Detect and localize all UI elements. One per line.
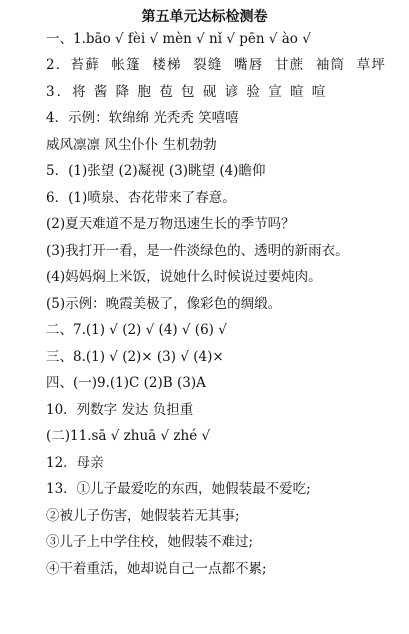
answer-line-5: 威风凛凛 风尘仆仆 生机勃勃 [46,137,217,153]
answer-line-7: 6．(1)喷泉、杏花带来了春意。 [46,190,236,206]
answer-line-17: 12．母亲 [46,455,104,471]
answer-line-12: 二、7.(1) √ (2) √ (4) √ (6) √ [46,322,227,338]
answer-line-18: 13．①儿子最爱吃的东西，她假装最不爱吃; [46,481,311,497]
answer-line-8: (2)夏天难道不是万物迅速生长的季节吗？ [46,216,295,232]
answer-line-2: 2．苔藓 帐篷 楼梯 裂缝 嘴唇 甘蔗 袖筒 草坪 [46,57,387,73]
page-title: 第五单元达标检测卷 [141,9,268,25]
answer-line-13: 三、8.(1) √ (2)× (3) √ (4)× [46,349,224,365]
answer-line-4: 4．示例：软绵绵 光秃秃 笑嘻嘻 [46,110,239,126]
answer-line-1: 一、1.bāo √ fèi √ mèn √ nǐ √ pēn √ ào √ [46,31,311,47]
answer-line-19: ②被儿子伤害，她假装若无其事; [46,508,240,524]
answer-line-16: (二)11.sā √ zhuā √ zhé √ [46,428,211,444]
answer-line-10: (4)妈妈焖上米饭，说她什么时候说过要炖肉。 [46,269,322,285]
answer-line-9: (3)我打开一看，是一件淡绿色的、透明的新雨衣。 [46,243,349,259]
answer-line-21: ④干着重活，她却说自己一点都不累; [46,561,267,577]
answer-line-15: 10．列数字 发达 负担重 [46,402,194,418]
answer-line-14: 四、(一)9.(1)C (2)B (3)A [46,375,206,391]
answer-line-20: ③儿子上中学住校，她假装不难过; [46,534,254,550]
answer-line-11: (5)示例：晚霞美极了，像彩色的绸缎。 [46,296,282,312]
answer-line-6: 5．(1)张望 (2)凝视 (3)眺望 (4)瞻仰 [46,163,266,179]
answer-line-3: 3．将 酱 降 胞 苞 包 砚 谚 验 宣 暄 喧 [46,84,328,100]
